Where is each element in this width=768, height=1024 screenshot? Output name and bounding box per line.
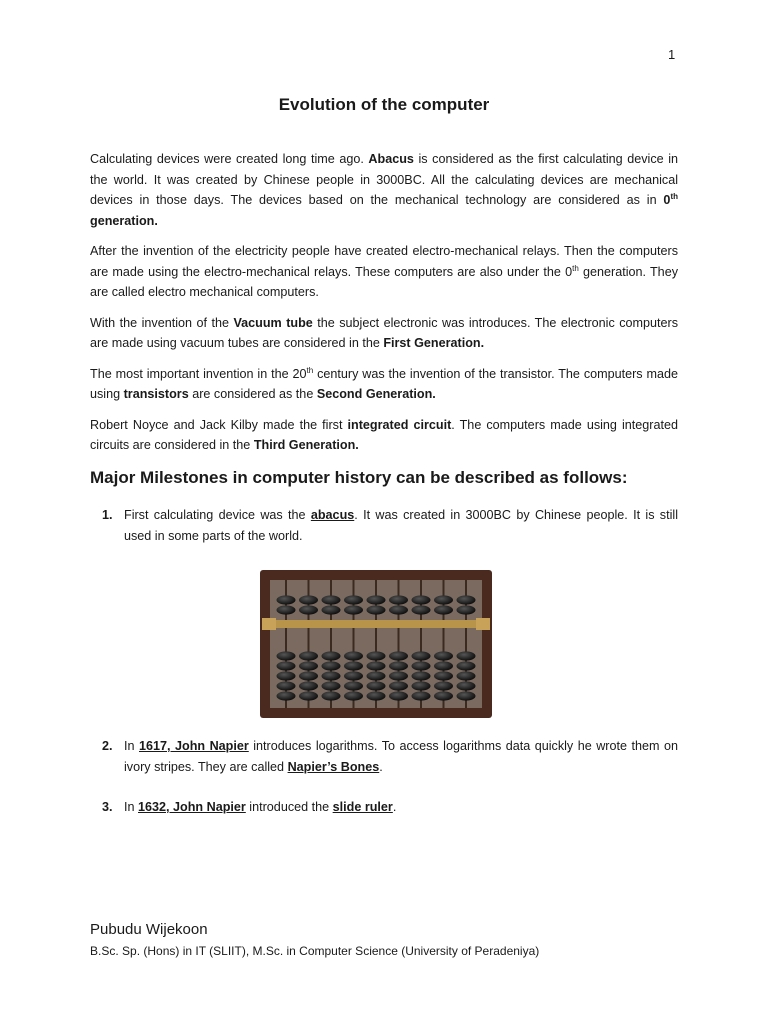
milestone-item [102, 797, 678, 818]
author-credentials: B.Sc. Sp. (Hons) in IT (SLIIT), M.Sc. in Computer Science (University of Peradeniya) [90, 944, 540, 958]
paragraph-relays [90, 241, 678, 303]
milestone-number: 3. [102, 800, 113, 814]
p3-bold-vacuum: Vacuum tube [233, 315, 313, 330]
milestone-1-link-abacus: abacus [310, 508, 355, 522]
abacus-bead [457, 681, 476, 690]
abacus-bead [277, 651, 296, 660]
p4-bold-second-gen: Second Generation. [316, 387, 436, 401]
abacus-bead [299, 691, 318, 700]
abacus-bead [322, 661, 341, 670]
p1-bold-generation: generation. [90, 213, 158, 228]
abacus-bracket-right [476, 618, 490, 630]
abacus-bead [299, 595, 318, 604]
abacus-bead [457, 605, 476, 614]
milestone-1-text-c: . It was created in 3000BC by Chinese people. It is still used in some parts of the world. [124, 508, 678, 543]
abacus-bead [412, 595, 431, 604]
paragraph-vacuum-tube [90, 313, 678, 354]
abacus-bead [277, 595, 296, 604]
abacus-bead [457, 661, 476, 670]
milestone-text [124, 505, 678, 546]
milestone-2-link-napier: 1617, John Napier [139, 739, 249, 753]
abacus-bead [344, 651, 363, 660]
abacus-bead [434, 651, 453, 660]
abacus-bead [434, 595, 453, 604]
abacus-bead [322, 681, 341, 690]
abacus-bead [367, 595, 386, 604]
p2-text-c: generation. They are called electro mechanical computers. [90, 264, 678, 299]
abacus-bead [389, 605, 408, 614]
p1-sup-th: th [670, 191, 678, 201]
page-title: Evolution of the computer [278, 95, 490, 114]
abacus-bead [412, 661, 431, 670]
abacus-bead [412, 691, 431, 700]
abacus-bead [299, 671, 318, 680]
paragraph-transistor [90, 364, 678, 405]
p5-bold-ic: integrated circuit [347, 417, 452, 432]
milestone-2-link-bones: Napier’s Bones [287, 759, 380, 774]
abacus-bead [367, 691, 386, 700]
milestone-3-text-e: . [392, 800, 397, 814]
p4-text-e: are considered as the [188, 387, 317, 401]
abacus-bead [344, 661, 363, 670]
abacus-bead [389, 671, 408, 680]
milestone-2-text-e: . [379, 759, 383, 774]
milestone-3-link-napier: 1632, John Napier [138, 800, 246, 814]
p1-bold-abacus: Abacus [368, 152, 414, 166]
abacus-bead [457, 671, 476, 680]
abacus-bead [344, 691, 363, 700]
milestone-text [124, 736, 678, 777]
abacus-icon [258, 568, 494, 720]
abacus-bead [344, 605, 363, 614]
abacus-bead [299, 681, 318, 690]
p2-text-a: After the invention of the electricity people have created electro-mechanical relays. Then the computers are made using the electro-mechanical relays. These computers are also under the 0 [90, 244, 678, 279]
abacus-bead [412, 651, 431, 660]
milestone-1-text-a: First calculating device was the [124, 508, 311, 522]
abacus-bead [389, 691, 408, 700]
milestone-2-text-a: In [124, 739, 139, 753]
abacus-bead [367, 681, 386, 690]
abacus-bead [277, 681, 296, 690]
abacus-bead [434, 691, 453, 700]
abacus-bead [277, 671, 296, 680]
milestone-text [124, 797, 678, 818]
abacus-bead [299, 651, 318, 660]
milestone-item [102, 736, 678, 777]
abacus-bead [457, 651, 476, 660]
abacus-bead [322, 605, 341, 614]
abacus-bead [389, 651, 408, 660]
p1-text-a: Calculating devices were created long time ago. [90, 152, 369, 166]
section-heading: Major Milestones in computer history can be described as follows: [90, 468, 628, 487]
milestone-number: 1. [102, 508, 113, 522]
p5-text-a: Robert Noyce and Jack Kilby made the first [90, 417, 348, 432]
abacus-bead [344, 681, 363, 690]
p3-text-a: With the invention of the [90, 315, 234, 330]
abacus-bead [299, 661, 318, 670]
abacus-bead [367, 651, 386, 660]
abacus-bead [367, 661, 386, 670]
p4-text-c: century was the invention of the transistor. The computers made using [90, 366, 678, 401]
abacus-bead [457, 691, 476, 700]
abacus-bead [277, 661, 296, 670]
abacus-bead [277, 605, 296, 614]
p1-bold-zero: 0 [663, 193, 671, 207]
abacus-bead [367, 605, 386, 614]
p5-text-c: . The computers made using integrated circuits are considered in the [90, 417, 679, 452]
milestone-3-text-a: In [124, 800, 139, 814]
abacus-bead [412, 671, 431, 680]
p5-bold-third-gen: Third Generation. [253, 438, 359, 452]
milestone-number: 2. [102, 739, 113, 753]
paragraph-integrated-circuit [90, 415, 678, 456]
abacus-bead [389, 661, 408, 670]
abacus-bracket-left [262, 618, 276, 630]
p3-bold-first-gen: First Generation. [383, 336, 485, 350]
p4-bold-transistors: transistors [123, 387, 189, 401]
abacus-center-bar [270, 620, 482, 628]
paragraph-abacus [90, 149, 678, 231]
abacus-bead [277, 691, 296, 700]
abacus-bead [412, 681, 431, 690]
abacus-bead [322, 651, 341, 660]
abacus-bead [322, 595, 341, 604]
milestone-3-text-c: introduced the [245, 800, 333, 814]
abacus-bead [322, 671, 341, 680]
abacus-bead [412, 605, 431, 614]
p1-text-c: is considered as the first calculating device in the world. It was created by Chinese people in 3000BC. All the calculating devices are mechanical devices in those days. The devices based on the mechanical technology are considered as in [90, 152, 678, 207]
abacus-bead [344, 671, 363, 680]
intro-text [90, 149, 678, 466]
abacus-bead [434, 681, 453, 690]
p4-sup-th: th [306, 365, 314, 375]
p2-sup-th: th [572, 263, 579, 273]
abacus-bead [434, 661, 453, 670]
abacus-bead [389, 681, 408, 690]
abacus-bead [299, 605, 318, 614]
p4-text-a: The most important invention in the 20 [90, 366, 307, 381]
milestone-item [102, 505, 678, 546]
milestone-3-link-slide-ruler: slide ruler [332, 800, 393, 814]
abacus-bead [389, 595, 408, 604]
abacus-bead [344, 595, 363, 604]
abacus-bead [322, 691, 341, 700]
milestone-2-text-c: introduces logarithms. To access logarithms data quickly he wrote them on ivory stripes. They are called [124, 739, 678, 774]
abacus-bead [434, 605, 453, 614]
p3-text-c: the subject electronic was introduces. The electronic computers are made using vacuum tubes are considered in the [90, 315, 679, 350]
author-name: Pubudu Wijekoon [90, 921, 208, 938]
page-number: 1 [668, 47, 676, 62]
abacus-bead [457, 595, 476, 604]
abacus-bead [434, 671, 453, 680]
abacus-bead [367, 671, 386, 680]
